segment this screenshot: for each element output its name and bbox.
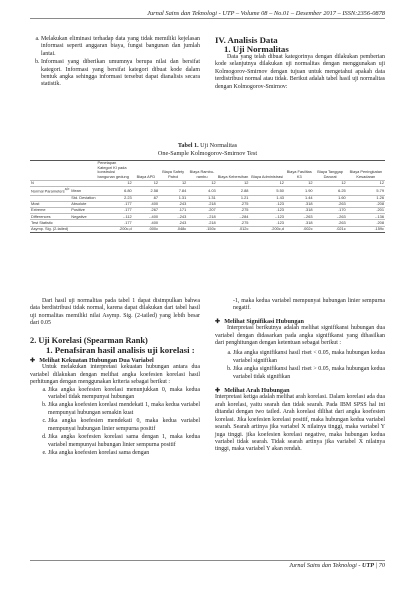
normality-table xyxy=(30,160,385,233)
list-item: a. Jika angka signifikansi hasil riset < 0.05, maka hubungan kedua variabel signifikan xyxy=(233,350,385,365)
table-cell: .123 xyxy=(249,201,285,207)
table-cell: .123 xyxy=(249,220,285,226)
table-cell: .012c xyxy=(217,226,250,232)
strength-criteria-list xyxy=(30,387,200,458)
section-heading: IV. Analisis Data xyxy=(215,35,278,45)
bullet-paragraph: Interpretasi berikutnya adalah melihat signifikansi hubungan dua variabel dengan didasarkan pada angka signifikansi yang dihasilkan dari penghitungan dengan ketentuan sebagai berikut : xyxy=(215,325,385,347)
left-bottom-column xyxy=(30,298,200,458)
table-cell: 12 xyxy=(187,180,216,186)
table-cell: -.400 xyxy=(133,214,159,220)
row-sublabel: Absolute xyxy=(70,201,96,207)
table-cell: 1.21 xyxy=(217,195,250,201)
row-sublabel: Std. Deviation xyxy=(71,194,96,200)
row-label xyxy=(30,187,70,195)
table-header-cell: Biaya Safety Patrol xyxy=(159,161,187,181)
row-label: Extreme xyxy=(30,208,70,214)
left-top-column xyxy=(30,36,200,90)
normality-conclusion: Dari hasil uji normalitas pada tabel 1 dapat disimpulkan bahwa data berdistribusi tidak normal, karena dapat dilakukan dari tabel hasil uji normalitas memiliki nilai Asymp. Sig. (2-tailed) yang lebih besar dari 0.05 xyxy=(30,298,200,327)
table-cell: .218 xyxy=(187,201,216,207)
running-header: Jurnal Sains dan Teknologi - UTP – Volume 08 – No.01 – Desember 2017 – ISSN:2356-0878 xyxy=(30,10,385,19)
table-cell: -.284 xyxy=(217,214,250,220)
data-cleaning-list xyxy=(30,36,200,89)
table-cell: .208 xyxy=(347,220,385,226)
table-cell: .200c,d xyxy=(249,226,285,232)
row-label: Asymp. Sig. (2-tailed) xyxy=(30,226,97,232)
table-cell: 1.31 xyxy=(159,195,187,201)
bullet-paragraph: Untuk melakukan interpretasi kekuatan hubungan antara dua variabel dilakukan dengan melihat angka koefesien korelasi hasil perhitungan dengan menggunakan kriteria sebagai berikut : xyxy=(30,364,200,386)
table-cell: -.243 xyxy=(159,214,187,220)
table-cell: .263 xyxy=(314,201,347,207)
continuation-text: -1, maka kedua variabel mempunyai hubungan linier sempurna negatif. xyxy=(233,298,385,312)
list-item: e. Jika angka koefesien korelasi sama dengan xyxy=(48,450,200,457)
table-cell: .177 xyxy=(97,220,133,226)
row-label: Most xyxy=(30,201,70,207)
table-cell: -.112 xyxy=(97,214,133,220)
page-number: | 70 xyxy=(374,562,385,569)
table-cell: -.136 xyxy=(347,214,385,220)
bullet-heading-text: Melihat Kekuatan Hubungan Dua Variabel xyxy=(39,357,154,365)
table-header-cell: Biaya Fasilitas K3 xyxy=(285,161,314,181)
table-cell: .021c xyxy=(314,226,347,232)
table-cell: 12 xyxy=(217,180,250,186)
table-cell: .318 xyxy=(285,220,314,226)
table-cell: .048c xyxy=(159,226,187,232)
table-header-cell: Biaya Peningkatan Kesadaran xyxy=(347,161,385,181)
table-header-cell: Penetapan Kategori KI pada konstruksi bangunan gedung xyxy=(97,161,133,181)
table-cell: .002c xyxy=(285,226,314,232)
table-cell: 5.50 xyxy=(249,187,285,195)
table-cell: -.218 xyxy=(187,214,216,220)
table-cell: 4.03 xyxy=(187,187,216,195)
table-cell: 12 xyxy=(133,180,159,186)
table-cell: .218 xyxy=(187,220,216,226)
table-row xyxy=(30,187,385,195)
list-item: b. Jika angka koefesien korelasi mendekati 1, maka kedua variabel mempunyai hubungan semakin kuat xyxy=(48,402,200,417)
significance-list xyxy=(215,350,385,381)
table-cell: .318 xyxy=(285,201,314,207)
table-header-cell: Biaya APD xyxy=(133,161,159,181)
table-cell: .318 xyxy=(285,208,314,214)
table-cell: .200c,d xyxy=(97,226,133,232)
table-cell: .400 xyxy=(133,220,159,226)
table-cell: .275 xyxy=(217,220,250,226)
subsection-heading: 1. Penafsiran hasil analisis uji korelasi : xyxy=(46,344,195,355)
table-cell: .275 xyxy=(217,201,250,207)
table-cell: .275 xyxy=(217,208,250,214)
bullet-heading xyxy=(30,357,200,364)
table-cell: 6.80 xyxy=(97,187,133,195)
subsection-heading: 1. Uji Normalitas xyxy=(224,44,289,54)
table-cell: -.263 xyxy=(285,214,314,220)
table-cell: 12 xyxy=(285,180,314,186)
table-cell: .177 xyxy=(97,201,133,207)
table-cell: 1.60 xyxy=(314,195,347,201)
list-item: d. Jika angka koefesien korelasi sama dengan 1, maka kedua variabel mempunyai hubungan linier sempurna positif xyxy=(48,434,200,449)
bullet-heading xyxy=(215,387,385,394)
right-top-column xyxy=(215,36,385,91)
table-cell: 1.44 xyxy=(285,195,314,201)
table-cell: 12 xyxy=(159,180,187,186)
bullet-icon: ✚ xyxy=(215,387,221,395)
table-cell: 2.58 xyxy=(133,187,159,195)
table-cell: .243 xyxy=(159,201,187,207)
table-cell: .171 xyxy=(159,208,187,214)
table-caption-title: Uji Normalitas xyxy=(198,142,238,149)
table-cell: .208 xyxy=(347,201,385,207)
table-cell: .243 xyxy=(159,220,187,226)
table-cell: -.123 xyxy=(249,214,285,220)
table-cell: 12 xyxy=(314,180,347,186)
table-header-cell: Biaya Administrasi xyxy=(249,161,285,181)
table-cell: 1.31 xyxy=(187,195,216,201)
table-header-cell: Biaya Rambu-rambu xyxy=(187,161,216,181)
row-label: N xyxy=(30,180,97,186)
table-cell: 12 xyxy=(347,180,385,186)
table-cell: 6.25 xyxy=(314,187,347,195)
row-label: Differences xyxy=(30,214,70,220)
bullet-icon: ✚ xyxy=(215,317,221,325)
table-subtitle: One-Sample Kolmogorov-Smirnov Test xyxy=(157,149,258,157)
table-cell: 2.23 xyxy=(97,195,133,201)
table-header-row xyxy=(30,161,385,181)
table-cell: .000c xyxy=(133,226,159,232)
footer-journal: Jurnal Sains dan Teknologi - xyxy=(289,562,362,569)
table-cell: .170 xyxy=(314,208,347,214)
row-sublabel: Mean xyxy=(70,187,96,195)
section-heading: 2. Uji Korelasi (Spearman Rank) xyxy=(30,335,148,345)
table-cell: 5.79 xyxy=(347,187,385,195)
bullet-heading-text: Melihat Signifikasi Hubungan xyxy=(224,317,304,325)
row-label-sup: a,b xyxy=(64,187,70,192)
table-cell: .201 xyxy=(347,208,385,214)
bullet-paragraph: Interpretasi ketiga adalah melihat arah korelasi. Dalam korelasi ada dua arah korelasi, yaitu searah dan tidak searah. Pada IBM SPSS hal ini ditandai dengan two tailed. Arah korelasi dilihat dari angka koefesien korelasi. Jika koefesien korelasi positif, maka hubungan kedua variabel searah. Searah artinya jika variabel X nilainya tinggi, maka variabel Y juga tinggi. jika koefesien korelasi negative, maka hubungan kedua variabel tidak searah. Tidak searah artinya jika variabel X nilainya tinggi, maka variabel Y akan rendah. xyxy=(215,394,385,453)
table-cell: .123 xyxy=(249,208,285,214)
footer-publisher: UTP xyxy=(361,562,375,569)
bullet-heading-text: Melihat Arah Hubungan xyxy=(224,387,290,395)
table-cell: 12 xyxy=(97,180,133,186)
table-cell: 12 xyxy=(249,180,285,186)
table-cell: .267 xyxy=(133,208,159,214)
list-item: a. Melakukan eliminasi terhadap data yang tidak memiliki kejelasan informasi seperti anggaran biaya, fungsi bangunan dan jumlah lantai. xyxy=(41,36,200,58)
table-cell: .159c xyxy=(347,226,385,232)
table-header-cell: Biaya Kebersihan xyxy=(217,161,250,181)
table-cell: .67 xyxy=(133,195,159,201)
row-sublabel: Negative xyxy=(70,214,96,220)
table-cell: 1.90 xyxy=(285,187,314,195)
bullet-icon: ✚ xyxy=(30,357,36,365)
table-cell: .207 xyxy=(187,208,216,214)
table-caption xyxy=(30,142,385,157)
table-cell: 7.84 xyxy=(159,187,187,195)
table-cell: .177 xyxy=(97,208,133,214)
row-label: Test Statistic xyxy=(30,220,97,226)
table-header-cell xyxy=(30,161,97,181)
table-header-cell: Biaya Tanggap Darurat xyxy=(314,161,347,181)
running-footer xyxy=(30,560,385,569)
table-caption-label: Tabel 1. xyxy=(177,142,199,149)
list-item: c. Jika angka koefesien mendekati 0, maka kedua variabel mempunyai hubungan linier sempurna positif xyxy=(48,418,200,433)
row-label-text: Normal Parameters xyxy=(31,188,65,194)
table-cell: -.263 xyxy=(314,214,347,220)
table-cell: 1.43 xyxy=(249,195,285,201)
list-item: b. Informasi yang diberikan umumnya berupa nilai dan bersifat kategori. Informasi yang bersifat kategori dibuat kode dalam bentuk angka sehingga informasi tersebut dapat dianalisis secara statistik. xyxy=(41,59,200,89)
list-item: a. Jika angka koefesien korelasi menunjukkan 0, maka kedua variabel tidak mempunyai hubungan xyxy=(48,387,200,402)
table-cell: 2.88 xyxy=(217,187,250,195)
row-sublabel: Positive xyxy=(70,208,96,214)
table-cell: .150c xyxy=(187,226,216,232)
table-cell: 1.26 xyxy=(347,195,385,201)
right-bottom-column xyxy=(215,298,385,454)
table-cell: .263 xyxy=(314,220,347,226)
table-row xyxy=(30,226,385,232)
table-cell: .400 xyxy=(133,201,159,207)
list-item: b. Jika angka signifikansi hasil riset > 0.05, maka hubungan kedua variabel tidak signifikan xyxy=(233,366,385,381)
normality-paragraph: Data yang telah dibuat kategorinya dengan dilakukan pemberian kode selanjutnya dilakukan uji normalitas dengan menggunakan uji Kolmogorov-Smirnov dengan tujuan untuk mengetahui apakah data terdistribusi normal atau tidak. Berikut adalah tabel hasil uji normalitas dengan Kolmogorov-Smirnov: xyxy=(215,54,385,90)
